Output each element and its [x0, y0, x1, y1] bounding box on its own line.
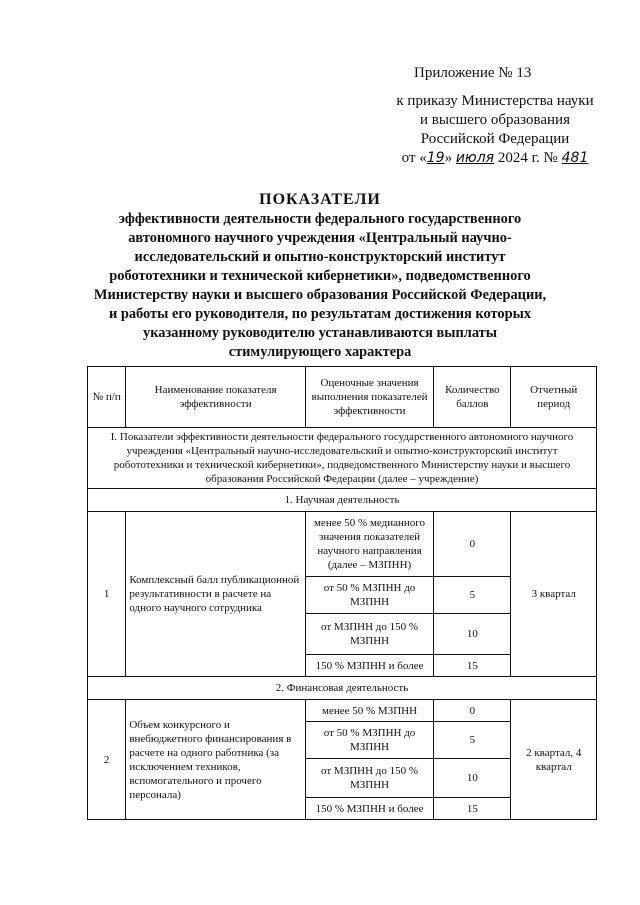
- subsection-2-title: 2. Финансовая деятельность: [88, 677, 597, 700]
- table-row: [88, 700, 597, 722]
- row-2-points-4: 15: [434, 798, 511, 820]
- heading-line-5: Министерству науки и высшего образования Российской Федерации,: [93, 287, 547, 303]
- heading-line-1: эффективности деятельности федерального государственного: [118, 211, 522, 227]
- row-2-period: 2 квартал, 4 квартал: [511, 700, 597, 820]
- indicators-table: [87, 366, 597, 820]
- row-2-condition-2: от 50 % МЗПНН до МЗПНН: [305, 722, 433, 759]
- section-1-title: I. Показатели эффективности деятельности федерального государственного автономного научного учреждения «Центральный научно-исследовательский и опытно-конструкторский институт робототехники и технической кибернетики», подведомственного Министерству науки и высшего образования Российской Федерации (далее – учреждение): [88, 428, 597, 489]
- row-2-condition-1: менее 50 % МЗПНН: [305, 700, 433, 722]
- table-row: [88, 512, 597, 577]
- subsection-2-row: [88, 677, 597, 700]
- year-text: 2024 г. №: [494, 150, 562, 166]
- appendix-block: [370, 64, 620, 168]
- document-heading: [60, 190, 580, 362]
- date-prefix: от «: [401, 150, 427, 166]
- appendix-line-3: Российской Федерации: [420, 131, 570, 147]
- header-name: Наименование показателя эффективности: [126, 367, 306, 428]
- appendix-line-1: к приказу Министерства науки: [396, 93, 594, 109]
- row-2-condition-3: от МЗПНН до 150 % МЗПНН: [305, 759, 433, 798]
- heading-line-7: указанному руководителю устанавливаются выплаты: [143, 325, 497, 341]
- row-2-points-1: 0: [434, 700, 511, 722]
- header-values: Оценочные значения выполнения показателей эффективности: [305, 367, 433, 428]
- date-mid: »: [444, 150, 456, 166]
- header-points: Количество баллов: [434, 367, 511, 428]
- heading-line-4: робототехники и технической кибернетики», подведомственного: [109, 268, 531, 284]
- heading-line-8: стимулирующего характера: [228, 344, 412, 360]
- appendix-number: Приложение № 13: [414, 65, 532, 81]
- row-1-condition-3: от МЗПНН до 150 % МЗПНН: [305, 614, 433, 655]
- header-period: Отчетный период: [511, 367, 597, 428]
- row-2-number: 2: [88, 700, 126, 820]
- row-1-condition-4: 150 % МЗПНН и более: [305, 655, 433, 677]
- table-header-row: [88, 367, 597, 428]
- order-day: 19: [426, 150, 445, 166]
- appendix-line-2: и высшего образования: [420, 112, 570, 128]
- row-1-points-4: 15: [434, 655, 511, 677]
- order-date-line: [370, 149, 620, 168]
- heading-line-2: автономного научного учреждения «Центральный научно-: [128, 230, 512, 246]
- row-1-period: 3 квартал: [511, 512, 597, 677]
- row-1-number: 1: [88, 512, 126, 677]
- row-1-points-2: 5: [434, 577, 511, 614]
- heading-line-6: и работы его руководителя, по результатам достижения которых: [108, 306, 532, 322]
- row-2-condition-4: 150 % МЗПНН и более: [305, 798, 433, 820]
- subsection-1-row: [88, 489, 597, 512]
- row-2-indicator-name: Объем конкурсного и внебюджетного финансирования в расчете на одного работника (за исключением техников, вспомогательного и прочего персонала): [126, 700, 306, 820]
- subsection-1-title: 1. Научная деятельность: [88, 489, 597, 512]
- heading-line-3: исследовательский и опытно-конструкторский институт: [134, 249, 506, 265]
- row-2-points-2: 5: [434, 722, 511, 759]
- row-2-points-3: 10: [434, 759, 511, 798]
- row-1-indicator-name: Комплексный балл публикационной результативности в расчете на одного научного сотрудника: [126, 512, 306, 677]
- order-number: 481: [561, 150, 589, 166]
- row-1-condition-1: менее 50 % медианного значения показателей научного направления (далее – МЗПНН): [305, 512, 433, 577]
- row-1-points-1: 0: [434, 512, 511, 577]
- order-month: июля: [455, 150, 495, 166]
- section-1-row: [88, 428, 597, 489]
- header-no: № п/п: [88, 367, 126, 428]
- document-title: ПОКАЗАТЕЛИ: [259, 191, 381, 208]
- row-1-condition-2: от 50 % МЗПНН до МЗПНН: [305, 577, 433, 614]
- row-1-points-3: 10: [434, 614, 511, 655]
